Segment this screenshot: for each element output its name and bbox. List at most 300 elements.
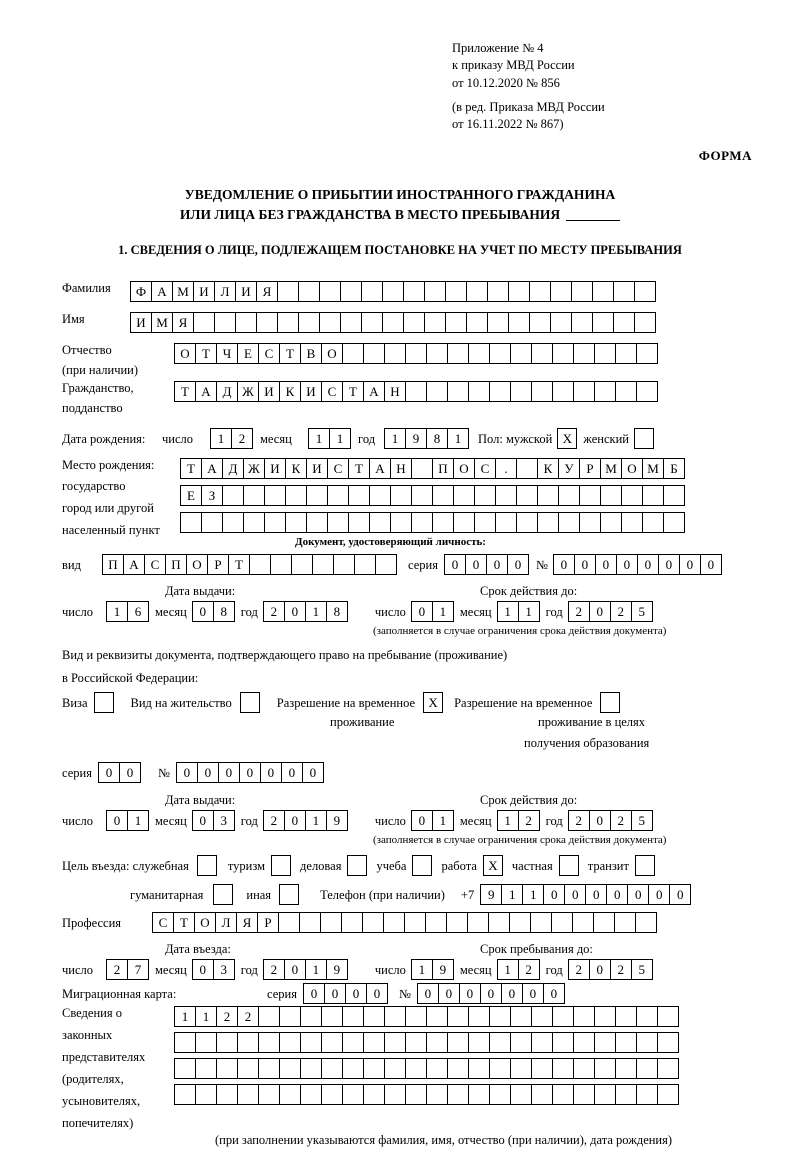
- form-cell[interactable]: Ф: [130, 281, 152, 302]
- form-cell[interactable]: [327, 485, 349, 506]
- form-cell[interactable]: [592, 281, 614, 302]
- form-cell[interactable]: 0: [284, 959, 306, 980]
- form-cell[interactable]: [249, 554, 271, 575]
- form-cell[interactable]: 0: [284, 810, 306, 831]
- permit-valid-year-input[interactable]: [568, 810, 652, 831]
- phone-input[interactable]: [480, 884, 690, 905]
- form-cell[interactable]: Б: [663, 458, 685, 479]
- form-cell[interactable]: [510, 1058, 532, 1079]
- form-cell[interactable]: [571, 312, 593, 333]
- permit-number-input[interactable]: [176, 762, 323, 783]
- legal-line-2[interactable]: [174, 1032, 678, 1053]
- form-cell[interactable]: [573, 381, 595, 402]
- form-cell[interactable]: [405, 343, 427, 364]
- form-cell[interactable]: 2: [106, 959, 128, 980]
- form-cell[interactable]: Т: [173, 912, 195, 933]
- form-cell[interactable]: [467, 912, 489, 933]
- legal-line-1[interactable]: [174, 1006, 678, 1027]
- form-cell[interactable]: [180, 512, 202, 533]
- form-cell[interactable]: И: [300, 381, 322, 402]
- form-cell[interactable]: [573, 1058, 595, 1079]
- form-cell[interactable]: 2: [263, 810, 285, 831]
- form-cell[interactable]: [411, 458, 433, 479]
- form-cell[interactable]: 0: [260, 762, 282, 783]
- form-cell[interactable]: [453, 512, 475, 533]
- form-cell[interactable]: К: [537, 458, 559, 479]
- form-cell[interactable]: [279, 884, 299, 905]
- form-cell[interactable]: [237, 1058, 259, 1079]
- form-cell[interactable]: [340, 312, 362, 333]
- form-cell[interactable]: [174, 1032, 196, 1053]
- doc-issue-month-input[interactable]: [192, 601, 234, 622]
- form-cell[interactable]: [642, 485, 664, 506]
- form-cell[interactable]: [571, 281, 593, 302]
- form-cell[interactable]: А: [151, 281, 173, 302]
- form-cell[interactable]: [300, 1058, 322, 1079]
- form-cell[interactable]: Д: [216, 381, 238, 402]
- citizenship-input[interactable]: [174, 381, 657, 402]
- form-cell[interactable]: [285, 512, 307, 533]
- form-cell[interactable]: [552, 1058, 574, 1079]
- form-cell[interactable]: [508, 312, 530, 333]
- form-cell[interactable]: Р: [579, 458, 601, 479]
- form-cell[interactable]: 1: [518, 601, 540, 622]
- form-cell[interactable]: [634, 312, 656, 333]
- form-cell[interactable]: 3: [213, 810, 235, 831]
- form-cell[interactable]: 1: [501, 884, 523, 905]
- form-cell[interactable]: И: [258, 381, 280, 402]
- form-cell[interactable]: [531, 381, 553, 402]
- form-cell[interactable]: [426, 1006, 448, 1027]
- legal-line-4[interactable]: [174, 1084, 678, 1105]
- form-cell[interactable]: 2: [231, 428, 253, 449]
- form-cell[interactable]: 0: [239, 762, 261, 783]
- form-cell[interactable]: Т: [348, 458, 370, 479]
- form-cell[interactable]: А: [363, 381, 385, 402]
- form-cell[interactable]: З: [201, 485, 223, 506]
- form-cell[interactable]: [594, 1058, 616, 1079]
- form-cell[interactable]: [447, 1058, 469, 1079]
- form-cell[interactable]: 0: [119, 762, 141, 783]
- form-cell[interactable]: [510, 381, 532, 402]
- form-cell[interactable]: В: [300, 343, 322, 364]
- form-cell[interactable]: [615, 1006, 637, 1027]
- form-cell[interactable]: [510, 1032, 532, 1053]
- form-cell[interactable]: [342, 1084, 364, 1105]
- form-cell[interactable]: [277, 281, 299, 302]
- form-cell[interactable]: [663, 512, 685, 533]
- form-cell[interactable]: А: [369, 458, 391, 479]
- form-cell[interactable]: [237, 1084, 259, 1105]
- form-cell[interactable]: [558, 485, 580, 506]
- form-cell[interactable]: Ж: [237, 381, 259, 402]
- form-cell[interactable]: X: [483, 855, 503, 876]
- form-cell[interactable]: Т: [174, 381, 196, 402]
- form-cell[interactable]: [489, 343, 511, 364]
- form-cell[interactable]: [216, 1084, 238, 1105]
- form-cell[interactable]: [474, 512, 496, 533]
- purpose-work-checkbox[interactable]: [483, 855, 502, 876]
- form-cell[interactable]: О: [174, 343, 196, 364]
- form-cell[interactable]: [615, 343, 637, 364]
- form-cell[interactable]: [362, 912, 384, 933]
- form-cell[interactable]: [237, 1032, 259, 1053]
- form-cell[interactable]: [489, 1032, 511, 1053]
- form-cell[interactable]: [321, 1006, 343, 1027]
- form-cell[interactable]: [600, 512, 622, 533]
- birth-month-input[interactable]: [308, 428, 350, 449]
- form-cell[interactable]: [174, 1058, 196, 1079]
- form-cell[interactable]: Р: [207, 554, 229, 575]
- form-cell[interactable]: [94, 692, 114, 713]
- doc-valid-month-input[interactable]: [497, 601, 539, 622]
- form-cell[interactable]: [291, 554, 313, 575]
- form-cell[interactable]: [279, 1032, 301, 1053]
- form-cell[interactable]: 0: [543, 884, 565, 905]
- form-cell[interactable]: [243, 512, 265, 533]
- form-cell[interactable]: Т: [228, 554, 250, 575]
- form-cell[interactable]: [306, 512, 328, 533]
- doc-valid-year-input[interactable]: [568, 601, 652, 622]
- form-cell[interactable]: 9: [405, 428, 427, 449]
- form-cell[interactable]: 0: [106, 810, 128, 831]
- form-cell[interactable]: [508, 281, 530, 302]
- form-cell[interactable]: Н: [390, 458, 412, 479]
- surname-input[interactable]: [130, 281, 655, 302]
- form-cell[interactable]: [453, 485, 475, 506]
- form-cell[interactable]: О: [186, 554, 208, 575]
- form-cell[interactable]: С: [144, 554, 166, 575]
- form-cell[interactable]: 2: [568, 601, 590, 622]
- form-cell[interactable]: А: [195, 381, 217, 402]
- form-cell[interactable]: П: [102, 554, 124, 575]
- form-cell[interactable]: [615, 1084, 637, 1105]
- form-cell[interactable]: [529, 281, 551, 302]
- form-cell[interactable]: 2: [518, 959, 540, 980]
- form-cell[interactable]: О: [453, 458, 475, 479]
- form-cell[interactable]: [320, 912, 342, 933]
- form-cell[interactable]: [636, 1006, 658, 1027]
- form-cell[interactable]: [621, 512, 643, 533]
- form-cell[interactable]: [341, 912, 363, 933]
- form-cell[interactable]: [489, 1006, 511, 1027]
- sex-female-checkbox[interactable]: [634, 428, 653, 449]
- form-cell[interactable]: [306, 485, 328, 506]
- form-cell[interactable]: [509, 912, 531, 933]
- form-cell[interactable]: 0: [459, 983, 481, 1004]
- form-cell[interactable]: 3: [213, 959, 235, 980]
- form-cell[interactable]: [550, 281, 572, 302]
- form-cell[interactable]: [258, 1084, 280, 1105]
- form-cell[interactable]: [347, 855, 367, 876]
- name-input[interactable]: [130, 312, 655, 333]
- form-cell[interactable]: [384, 343, 406, 364]
- form-cell[interactable]: [634, 428, 654, 449]
- form-cell[interactable]: [342, 1032, 364, 1053]
- form-cell[interactable]: [529, 312, 551, 333]
- form-cell[interactable]: 0: [176, 762, 198, 783]
- form-cell[interactable]: М: [172, 281, 194, 302]
- form-cell[interactable]: [432, 485, 454, 506]
- form-cell[interactable]: [425, 912, 447, 933]
- stay-month-input[interactable]: [497, 959, 539, 980]
- form-cell[interactable]: [256, 312, 278, 333]
- birth-day-input[interactable]: [210, 428, 252, 449]
- form-cell[interactable]: Т: [279, 343, 301, 364]
- form-cell[interactable]: 0: [669, 884, 691, 905]
- form-cell[interactable]: [636, 1084, 658, 1105]
- form-cell[interactable]: [426, 1084, 448, 1105]
- form-cell[interactable]: 0: [522, 983, 544, 1004]
- form-cell[interactable]: [635, 855, 655, 876]
- form-cell[interactable]: [216, 1058, 238, 1079]
- temp-residence-checkbox[interactable]: [423, 692, 442, 713]
- form-cell[interactable]: [531, 343, 553, 364]
- form-cell[interactable]: [468, 1032, 490, 1053]
- doc-number-input[interactable]: [553, 554, 721, 575]
- form-cell[interactable]: 1: [305, 810, 327, 831]
- form-cell[interactable]: [363, 1032, 385, 1053]
- form-cell[interactable]: [403, 281, 425, 302]
- form-cell[interactable]: 0: [411, 810, 433, 831]
- doc-kind-input[interactable]: [102, 554, 396, 575]
- form-cell[interactable]: [405, 381, 427, 402]
- form-cell[interactable]: [411, 485, 433, 506]
- form-cell[interactable]: 0: [543, 983, 565, 1004]
- form-cell[interactable]: [447, 1084, 469, 1105]
- form-cell[interactable]: [264, 512, 286, 533]
- form-cell[interactable]: [216, 1032, 238, 1053]
- form-cell[interactable]: [537, 485, 559, 506]
- form-cell[interactable]: [369, 485, 391, 506]
- form-cell[interactable]: Ж: [243, 458, 265, 479]
- form-cell[interactable]: П: [165, 554, 187, 575]
- form-cell[interactable]: 0: [589, 959, 611, 980]
- form-cell[interactable]: [403, 312, 425, 333]
- form-cell[interactable]: [592, 312, 614, 333]
- form-cell[interactable]: 0: [302, 762, 324, 783]
- form-cell[interactable]: [222, 485, 244, 506]
- form-cell[interactable]: 1: [497, 959, 519, 980]
- doc-valid-day-input[interactable]: [411, 601, 453, 622]
- form-cell[interactable]: [197, 855, 217, 876]
- form-cell[interactable]: [299, 912, 321, 933]
- form-cell[interactable]: [613, 281, 635, 302]
- form-cell[interactable]: [579, 485, 601, 506]
- form-cell[interactable]: [424, 281, 446, 302]
- form-cell[interactable]: [243, 485, 265, 506]
- form-cell[interactable]: [342, 1058, 364, 1079]
- form-cell[interactable]: [531, 1058, 553, 1079]
- form-cell[interactable]: 0: [637, 554, 659, 575]
- form-cell[interactable]: 9: [480, 884, 502, 905]
- form-cell[interactable]: Е: [237, 343, 259, 364]
- form-cell[interactable]: [270, 554, 292, 575]
- form-cell[interactable]: [382, 312, 404, 333]
- form-cell[interactable]: А: [123, 554, 145, 575]
- form-cell[interactable]: [285, 485, 307, 506]
- form-cell[interactable]: [426, 343, 448, 364]
- form-cell[interactable]: О: [321, 343, 343, 364]
- form-cell[interactable]: 0: [574, 554, 596, 575]
- form-cell[interactable]: [489, 1058, 511, 1079]
- form-cell[interactable]: 1: [106, 601, 128, 622]
- form-cell[interactable]: 0: [589, 810, 611, 831]
- form-cell[interactable]: А: [201, 458, 223, 479]
- form-cell[interactable]: [594, 1006, 616, 1027]
- form-cell[interactable]: [300, 1084, 322, 1105]
- migration-card-number-input[interactable]: [417, 983, 564, 1004]
- form-cell[interactable]: [573, 1032, 595, 1053]
- form-cell[interactable]: Т: [342, 381, 364, 402]
- stay-day-input[interactable]: [411, 959, 453, 980]
- form-cell[interactable]: 6: [127, 601, 149, 622]
- form-cell[interactable]: [614, 912, 636, 933]
- form-cell[interactable]: [298, 281, 320, 302]
- legal-line-3[interactable]: [174, 1058, 678, 1079]
- purpose-private-checkbox[interactable]: [559, 855, 578, 876]
- form-cell[interactable]: [390, 485, 412, 506]
- form-cell[interactable]: [552, 343, 574, 364]
- form-cell[interactable]: И: [264, 458, 286, 479]
- form-cell[interactable]: 2: [568, 959, 590, 980]
- form-cell[interactable]: [573, 1006, 595, 1027]
- doc-series-input[interactable]: [444, 554, 528, 575]
- form-cell[interactable]: Т: [180, 458, 202, 479]
- form-cell[interactable]: И: [193, 281, 215, 302]
- form-cell[interactable]: 9: [326, 810, 348, 831]
- birthplace-line-2[interactable]: [180, 485, 684, 506]
- form-cell[interactable]: 0: [648, 884, 670, 905]
- form-cell[interactable]: [447, 1006, 469, 1027]
- form-cell[interactable]: 0: [444, 554, 466, 575]
- form-cell[interactable]: [327, 512, 349, 533]
- form-cell[interactable]: 1: [497, 810, 519, 831]
- form-cell[interactable]: [412, 855, 432, 876]
- form-cell[interactable]: [426, 381, 448, 402]
- form-cell[interactable]: 8: [213, 601, 235, 622]
- form-cell[interactable]: 0: [345, 983, 367, 1004]
- entry-month-input[interactable]: [192, 959, 234, 980]
- form-cell[interactable]: [382, 281, 404, 302]
- form-cell[interactable]: X: [557, 428, 577, 449]
- form-cell[interactable]: [657, 1058, 679, 1079]
- form-cell[interactable]: 1: [305, 601, 327, 622]
- form-cell[interactable]: 0: [486, 554, 508, 575]
- form-cell[interactable]: [447, 343, 469, 364]
- form-cell[interactable]: 1: [195, 1006, 217, 1027]
- form-cell[interactable]: [445, 312, 467, 333]
- form-cell[interactable]: [321, 1058, 343, 1079]
- form-cell[interactable]: М: [642, 458, 664, 479]
- form-cell[interactable]: 0: [281, 762, 303, 783]
- edu-residence-checkbox[interactable]: [600, 692, 619, 713]
- form-cell[interactable]: 0: [606, 884, 628, 905]
- form-cell[interactable]: [258, 1006, 280, 1027]
- form-cell[interactable]: [468, 343, 490, 364]
- form-cell[interactable]: [636, 343, 658, 364]
- purpose-humanitarian-checkbox[interactable]: [213, 884, 232, 905]
- permit-issue-month-input[interactable]: [192, 810, 234, 831]
- form-cell[interactable]: 0: [192, 959, 214, 980]
- form-cell[interactable]: 2: [263, 601, 285, 622]
- form-cell[interactable]: [300, 1006, 322, 1027]
- form-cell[interactable]: [277, 312, 299, 333]
- form-cell[interactable]: 5: [631, 601, 653, 622]
- form-cell[interactable]: [369, 512, 391, 533]
- form-cell[interactable]: [621, 485, 643, 506]
- form-cell[interactable]: С: [327, 458, 349, 479]
- form-cell[interactable]: [195, 1032, 217, 1053]
- form-cell[interactable]: 0: [438, 983, 460, 1004]
- birth-year-input[interactable]: [384, 428, 468, 449]
- profession-input[interactable]: [152, 912, 656, 933]
- form-cell[interactable]: [466, 312, 488, 333]
- form-cell[interactable]: 1: [497, 601, 519, 622]
- form-cell[interactable]: С: [474, 458, 496, 479]
- form-cell[interactable]: 9: [326, 959, 348, 980]
- doc-issue-day-input[interactable]: [106, 601, 148, 622]
- form-cell[interactable]: 8: [326, 601, 348, 622]
- permit-issue-year-input[interactable]: [263, 810, 347, 831]
- form-cell[interactable]: 0: [417, 983, 439, 1004]
- form-cell[interactable]: [333, 554, 355, 575]
- form-cell[interactable]: [405, 1058, 427, 1079]
- form-cell[interactable]: 1: [174, 1006, 196, 1027]
- form-cell[interactable]: [354, 554, 376, 575]
- form-cell[interactable]: 1: [384, 428, 406, 449]
- form-cell[interactable]: [279, 1084, 301, 1105]
- form-cell[interactable]: М: [600, 458, 622, 479]
- form-cell[interactable]: К: [279, 381, 301, 402]
- form-cell[interactable]: [235, 312, 257, 333]
- form-cell[interactable]: 1: [411, 959, 433, 980]
- form-cell[interactable]: И: [306, 458, 328, 479]
- form-cell[interactable]: [363, 1084, 385, 1105]
- form-cell[interactable]: [424, 312, 446, 333]
- form-cell[interactable]: 2: [568, 810, 590, 831]
- form-cell[interactable]: [531, 1032, 553, 1053]
- form-cell[interactable]: [383, 912, 405, 933]
- form-cell[interactable]: [375, 554, 397, 575]
- form-cell[interactable]: [657, 1084, 679, 1105]
- form-cell[interactable]: [468, 1084, 490, 1105]
- form-cell[interactable]: 0: [303, 983, 325, 1004]
- form-cell[interactable]: 2: [518, 810, 540, 831]
- form-cell[interactable]: [657, 1006, 679, 1027]
- form-cell[interactable]: 1: [308, 428, 330, 449]
- form-cell[interactable]: [635, 912, 657, 933]
- purpose-business-checkbox[interactable]: [347, 855, 366, 876]
- form-cell[interactable]: [411, 512, 433, 533]
- form-cell[interactable]: [446, 912, 468, 933]
- entry-day-input[interactable]: [106, 959, 148, 980]
- form-cell[interactable]: [279, 1058, 301, 1079]
- form-cell[interactable]: М: [151, 312, 173, 333]
- form-cell[interactable]: [495, 512, 517, 533]
- form-cell[interactable]: Е: [180, 485, 202, 506]
- form-cell[interactable]: [552, 1084, 574, 1105]
- permit-series-input[interactable]: [98, 762, 140, 783]
- form-cell[interactable]: [405, 1006, 427, 1027]
- form-cell[interactable]: 2: [263, 959, 285, 980]
- form-cell[interactable]: [342, 343, 364, 364]
- form-cell[interactable]: [264, 485, 286, 506]
- purpose-transit-checkbox[interactable]: [635, 855, 654, 876]
- form-cell[interactable]: [615, 381, 637, 402]
- form-cell[interactable]: [550, 312, 572, 333]
- form-cell[interactable]: [361, 312, 383, 333]
